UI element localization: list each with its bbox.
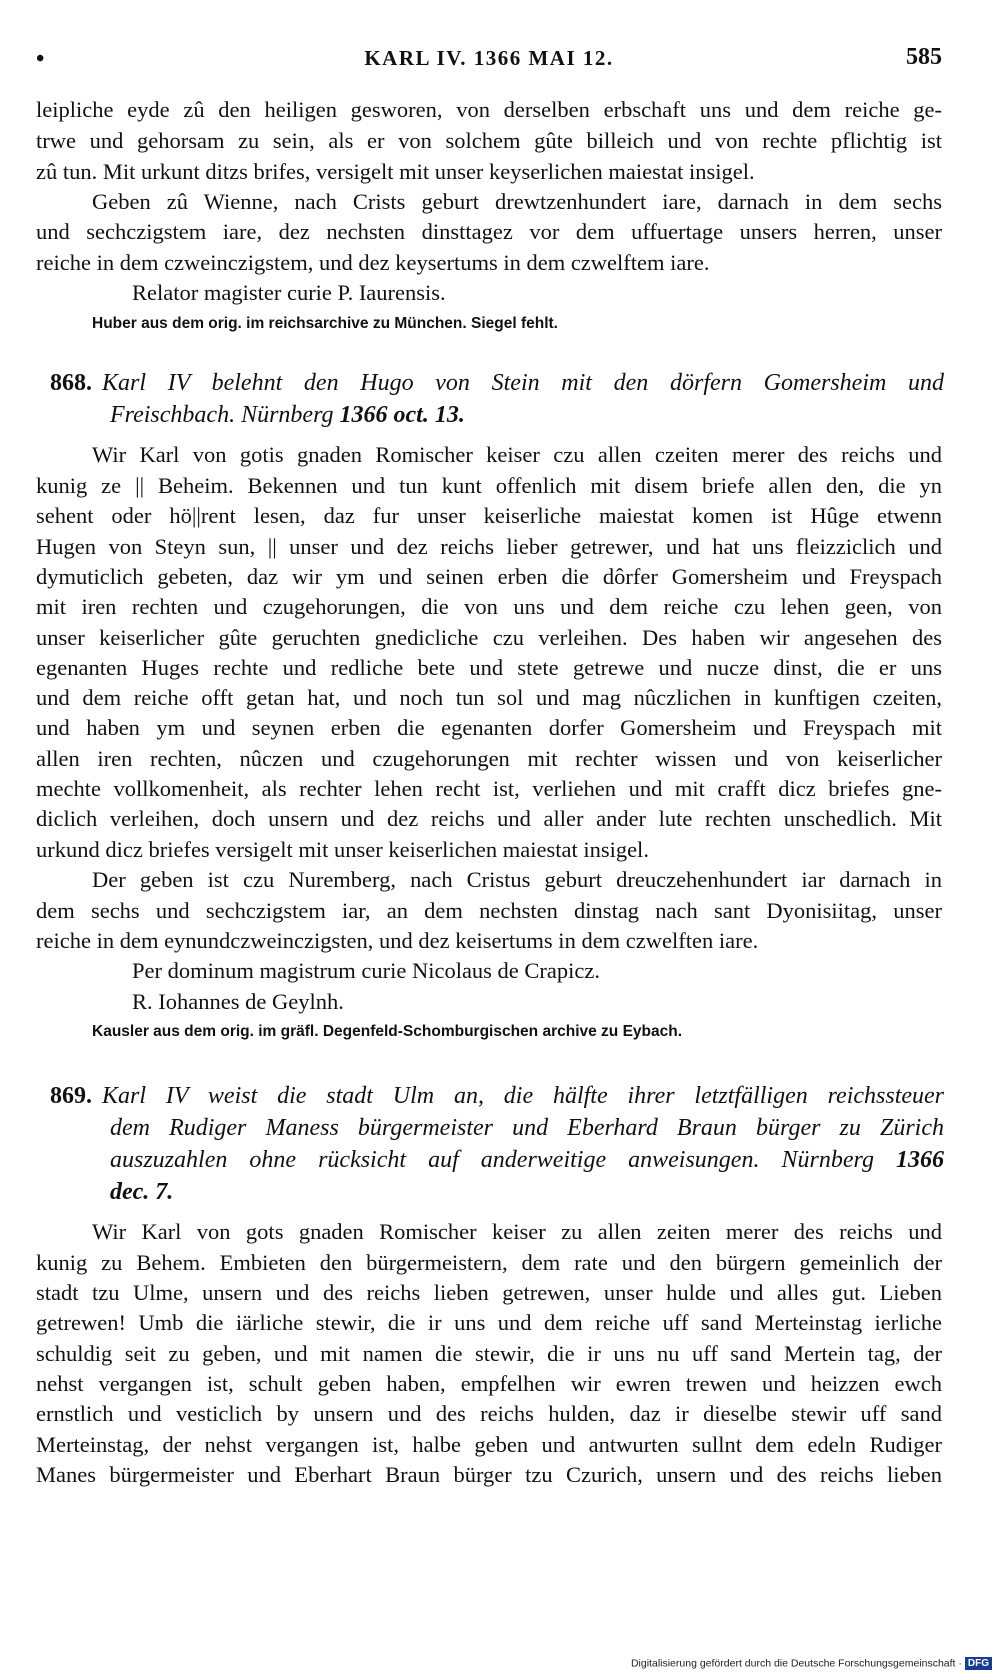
entry-heading-text: Karl IV weist die stadt Ulm an, die hälfte ihrer letztfälligen reichssteuer — [102, 1083, 944, 1109]
text-line: und haben ym und seynen erben die egenanten dorfer Gomersheim und Freyspach mit — [36, 715, 942, 740]
footer-text: Digitalisierung gefördert durch die Deutsche Forschungsgemeinschaft · — [630, 1657, 962, 1670]
entry-heading — [50, 366, 944, 400]
header-title: KARL IV. 1366 MAI 12. — [364, 46, 614, 70]
entry-number: 868. — [50, 370, 92, 396]
entry-heading-continued — [110, 1143, 944, 1177]
entry-heading — [50, 1079, 944, 1113]
entry-heading-continued: dem Rudiger Maness bürgermeister und Eberhard Braun bürger zu Zürich — [110, 1115, 944, 1141]
text-line: unser keiserlicher gûte geruchten gnedicliche czu verleihen. Des haben wir angesehen des — [36, 625, 942, 650]
text-line: Manes bürgermeister und Eberhart Braun bürger tzu Czurich, unsern und des reichs lieben — [36, 1462, 942, 1487]
entry-date: 1366 — [896, 1147, 944, 1173]
text-line: dymuticlich gebeten, daz wir ym und seinen erben die dôrfer Gomersheim und Freyspach — [36, 564, 942, 589]
dfg-logo: DFG — [965, 1657, 992, 1670]
text-line: leipliche eyde zû den heiligen gesworen, von derselben erbschaft uns und dem reiche ge- — [36, 97, 942, 122]
text-line: und sechczigstem iare, dez nechsten dinsttagez vor dem uffuertage unsers herren, unser — [36, 219, 942, 244]
text-line: mechte vollkomenheit, als rechter lehen recht ist, verliehen und mit crafft dicz briefes gne- — [36, 776, 942, 801]
text-line: kunig zu Behem. Embieten den bürgermeistern, dem rate und den bürgern gemeinlich der — [36, 1250, 942, 1275]
text-line: zû tun. Mit urkunt ditzs brifes, versigelt mit unser keyserlichen maiestat insigel. — [36, 159, 755, 184]
entry-heading-continued — [110, 1175, 944, 1209]
text-line: Geben zû Wienne, nach Crists geburt drewtzenhundert iare, darnach in dem sechs — [92, 189, 942, 214]
per-dominum-line: Per dominum magistrum curie Nicolaus de Crapicz. — [132, 958, 601, 983]
source-note: Huber aus dem orig. im reichsarchive zu München. Siegel fehlt. — [92, 315, 558, 332]
text-line: kunig ze || Beheim. Bekennen und tun kunt offenlich mit disem briefe allen den, die yn — [36, 473, 942, 498]
page-number: 585 — [906, 44, 942, 70]
text-line: und dem reiche offt getan hat, und noch tun sol und mag nûczlichen in kunftigen czeiten, — [36, 685, 942, 710]
entry-date: 1366 oct. 13. — [339, 402, 465, 428]
header-bullet: • — [36, 46, 45, 72]
text-line: ernstlich und vesticlich by unsern und des reichs hulden, daz ir dieselbe stewir uff sand — [36, 1401, 942, 1426]
text-line: trwe und gehorsam zu sein, als er von solchem gûte billeich und von rechte pflichtig ist — [36, 128, 942, 153]
text-line: Wir Karl von gotis gnaden Romischer keiser czu allen czeiten merer des reichs und — [92, 442, 942, 467]
running-header — [36, 40, 942, 74]
text-line: allen iren rechten, nûczen und czugehorungen mit rechter wissen und von keiserlicher — [36, 746, 942, 771]
registrator-line: R. Iohannes de Geylnh. — [132, 989, 344, 1014]
text-line: Der geben ist czu Nuremberg, nach Cristus geburt dreuczehenhundert iar darnach in — [92, 867, 942, 892]
text-line: reiche in dem czweinczigstem, und dez keysertums in dem czwelftem iare. — [36, 250, 710, 275]
text-line: getrewen! Umb die iärliche stewir, die ir uns und dem reiche uff sand Merteinstag ierliche — [36, 1310, 942, 1335]
text-line: dem sechs und sechczigstem iar, an dem nechsten dinstag nach sant Dyonisiitag, unser — [36, 898, 942, 923]
digitization-footer — [631, 1657, 992, 1670]
text-line: egenanten Huges rechte und redliche bete und stete getrewe und nucze dinst, die er uns — [36, 655, 942, 680]
source-note: Kausler aus dem orig. im gräfl. Degenfeld-Schomburgischen archive zu Eybach. — [92, 1023, 683, 1040]
text-line: schuldig seit zu geben, und mit namen die stewir, die ir uns nu uff sand Mertein tag, der — [36, 1341, 942, 1366]
text-line: urkund dicz briefes versigelt mit unser keiserlichen maiestat insigel. — [36, 837, 649, 862]
text-line: Hugen von Steyn sun, || unser und dez reichs lieber getrewer, und hat uns fleizziclich und — [36, 534, 942, 559]
entry-heading-text: Freischbach. Nürnberg — [110, 402, 340, 428]
text-line: diclich verleihen, doch unsern und dez reichs und aller ander lute rechten unschedlich. Mit — [36, 806, 942, 831]
text-line: Wir Karl von gots gnaden Romischer keiser zu allen zeiten merer des reichs und — [92, 1219, 942, 1244]
text-line: sehent oder hö||rent lesen, daz fur unser keiserliche maiestat komen ist Hûge etwenn — [36, 503, 942, 528]
text-line: Merteinstag, der nehst vergangen ist, halbe geben und antwurten sullnt dem edeln Rudiger — [36, 1432, 942, 1457]
text-line: mit iren rechten und czugehorungen, die von uns und dem reiche czu lehen geen, von — [36, 594, 942, 619]
relator-line: Relator magister curie P. Iaurensis. — [132, 280, 446, 305]
text-line: stadt tzu Ulme, unsern und des reichs lieben getrewen, unser hulde und alles gut. Lieben — [36, 1280, 942, 1305]
entry-number: 869. — [50, 1083, 92, 1109]
entry-heading-continued — [110, 398, 944, 432]
entry-heading-text: Karl IV belehnt den Hugo von Stein mit den dörfern Gomersheim und — [102, 370, 944, 396]
entry-date: dec. 7. — [110, 1179, 174, 1205]
text-line: reiche in dem eynundczweinczigsten, und dez keisertums in dem czwelften iare. — [36, 928, 759, 953]
text-line: nehst vergangen ist, schult geben haben, empfelhen wir ewren trewen und heizzen ewch — [36, 1371, 942, 1396]
entry-heading-text: auszuzahlen ohne rücksicht auf anderweitige anweisungen. Nürnberg — [110, 1147, 896, 1173]
